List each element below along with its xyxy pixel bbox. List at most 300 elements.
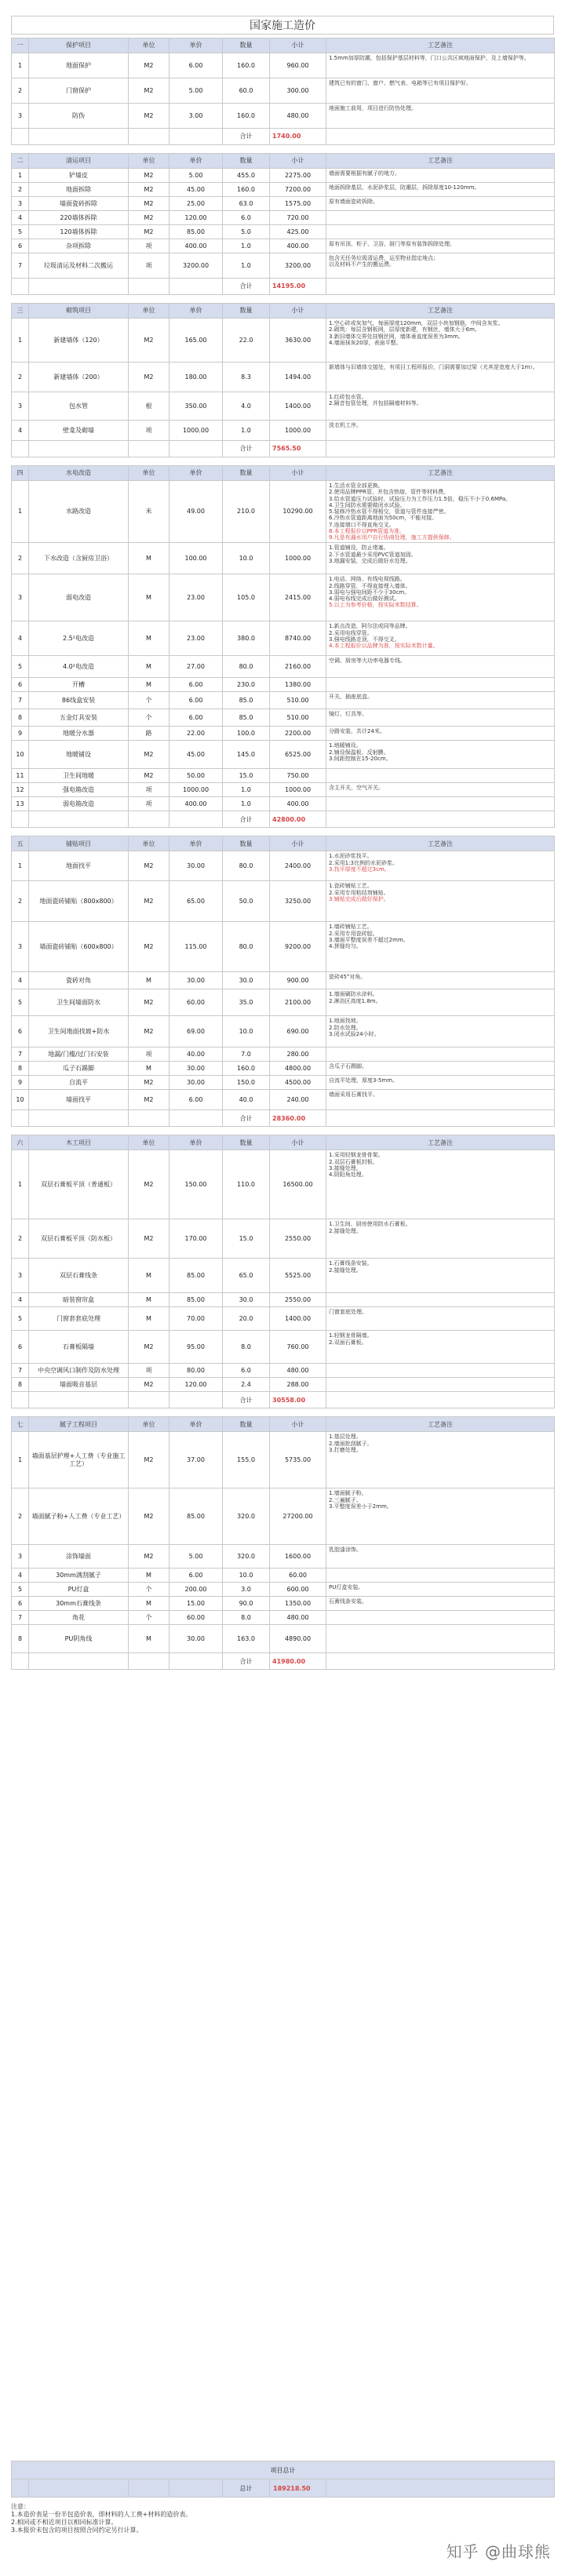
row-number: 3 — [12, 197, 29, 211]
empty-cell — [170, 129, 223, 145]
note-line: 3.新旧墙体交界处挂钢丝网，墙体垂直度误差为3mm。 — [329, 333, 464, 340]
item-price: 6.00 — [170, 692, 223, 709]
section-name: 腻子工程项目 — [29, 1417, 129, 1432]
item-notes — [326, 1219, 555, 1259]
row-number: 6 — [12, 678, 29, 692]
item-unit: M2 — [129, 1488, 170, 1545]
item-unit: M2 — [129, 922, 170, 972]
item-price: 37.00 — [170, 1432, 223, 1488]
row-number: 8 — [12, 1378, 29, 1392]
item-price: 150.00 — [170, 1150, 223, 1219]
note-line: 2.三遍腻子。 — [329, 1496, 362, 1503]
item-quantity: 15.0 — [223, 1219, 270, 1259]
item-notes — [326, 211, 555, 225]
note-line: 2.接缝处理。 — [329, 1266, 362, 1273]
row-number: 1 — [12, 1432, 29, 1488]
item-price: 6.00 — [170, 53, 223, 78]
row-number: 8 — [12, 709, 29, 727]
note-line: 1.地面找坡。 — [329, 1018, 362, 1025]
item-subtotal: 6525.00 — [270, 741, 326, 769]
item-notes — [326, 78, 555, 104]
item-name: 墙面基层护理+人工费（专业施工工艺） — [29, 1432, 129, 1488]
item-quantity: 30.0 — [223, 1293, 270, 1307]
row-number: 4 — [12, 1293, 29, 1307]
item-subtotal: 7200.00 — [270, 183, 326, 197]
item-subtotal: 1494.00 — [270, 363, 326, 392]
table-row — [12, 1150, 555, 1219]
item-notes — [326, 1062, 555, 1076]
row-number: 3 — [12, 574, 29, 621]
section-column-header: 单位 — [129, 1417, 170, 1432]
item-notes — [326, 741, 555, 769]
item-unit: 项 — [129, 253, 170, 279]
item-notes — [326, 1625, 555, 1653]
table-row — [12, 363, 555, 392]
empty-cell — [129, 279, 170, 295]
item-unit: M2 — [129, 53, 170, 78]
note-line: 6.冷热水管道距离地面为50cm，不能对接。 — [329, 515, 438, 522]
section-column-header: 小计 — [270, 304, 326, 319]
table-row — [12, 543, 555, 574]
section-index: 二 — [12, 154, 29, 169]
item-price: 27.00 — [170, 656, 223, 678]
section-header-row — [12, 1135, 555, 1150]
item-name: 2.5²电改造 — [29, 621, 129, 656]
item-name: 卫生间地暖 — [29, 769, 129, 783]
note-line: 3.给水管道压力试验时，试验压力为工作压力1.5倍，稳压不小于0.6MPa。 — [329, 495, 512, 502]
note-line: 3.墙面平整度误差不超过2mm。 — [329, 936, 409, 943]
item-price: 1000.00 — [170, 421, 223, 441]
item-quantity: 210.0 — [223, 481, 270, 543]
subtotal-row — [12, 441, 555, 457]
item-notes — [326, 656, 555, 678]
item-name: 地面找平 — [29, 851, 129, 881]
item-price: 23.00 — [170, 574, 223, 621]
item-subtotal: 1000.00 — [270, 421, 326, 441]
table-row — [12, 1076, 555, 1090]
subtotal-label: 合计 — [223, 129, 270, 145]
item-price: 85.00 — [170, 1293, 223, 1307]
row-number: 1 — [12, 319, 29, 363]
item-quantity: 85.0 — [223, 692, 270, 709]
item-quantity: 320.0 — [223, 1488, 270, 1545]
note-line: 5.以上为参考价格，按实际米数结算。 — [329, 602, 422, 609]
note-line: 2.接缝处理。 — [329, 1227, 362, 1234]
note-line: 5.装修冷热水管不得相交，管道与管件连接严密。 — [329, 508, 450, 515]
item-unit: 个 — [129, 709, 170, 727]
subtotal-label: 合计 — [223, 1653, 270, 1670]
item-quantity: 163.0 — [223, 1625, 270, 1653]
item-name: 双层石膏线条 — [29, 1259, 129, 1293]
note-line: 1.石膏线条安装。 — [329, 1260, 373, 1267]
subtotal-label: 合计 — [223, 441, 270, 457]
item-name: 220墙体拆除 — [29, 211, 129, 225]
item-price: 5.00 — [170, 1545, 223, 1569]
note-line: 1.生活水管全部更换。 — [329, 483, 384, 489]
note-line: 4.阴阳角处理。 — [329, 1171, 367, 1178]
item-price: 30.00 — [170, 1625, 223, 1653]
footnote-line: 注意： — [11, 2503, 30, 2510]
empty-cell — [326, 1392, 555, 1408]
row-number: 7 — [12, 1048, 29, 1062]
item-unit: M2 — [129, 183, 170, 197]
item-price: 50.00 — [170, 769, 223, 783]
item-quantity: 15.0 — [223, 769, 270, 783]
item-notes — [326, 1307, 555, 1331]
item-unit: M2 — [129, 769, 170, 783]
item-subtotal: 5525.00 — [270, 1259, 326, 1293]
table-row — [12, 1569, 555, 1583]
item-subtotal: 480.00 — [270, 1364, 326, 1378]
item-price: 120.00 — [170, 1378, 223, 1392]
item-name: 地面拆除 — [29, 183, 129, 197]
table-row — [12, 1259, 555, 1293]
item-name: 墙面腻子粉+人工费（专业工艺） — [29, 1488, 129, 1545]
item-notes — [326, 972, 555, 989]
item-price: 30.00 — [170, 1062, 223, 1076]
note-line: 2.铺设保温板、反射膜。 — [329, 749, 389, 756]
table-row — [12, 797, 555, 811]
item-name: 五金灯具安装 — [29, 709, 129, 727]
item-subtotal: 3250.00 — [270, 881, 326, 922]
table-row — [12, 574, 555, 621]
item-notes — [326, 1597, 555, 1611]
item-unit: M — [129, 1569, 170, 1583]
item-name: 涂饰墙面 — [29, 1545, 129, 1569]
item-notes — [326, 53, 555, 78]
subtotal-value: 7565.50 — [270, 441, 326, 457]
row-number: 10 — [12, 741, 29, 769]
item-subtotal: 760.00 — [270, 1331, 326, 1364]
item-name: 开槽 — [29, 678, 129, 692]
item-subtotal: 2415.00 — [270, 574, 326, 621]
subtotal-row — [12, 1392, 555, 1408]
item-price: 30.00 — [170, 972, 223, 989]
table-row — [12, 239, 555, 253]
row-number: 10 — [12, 1090, 29, 1110]
item-quantity: 20.0 — [223, 1307, 270, 1331]
item-notes — [326, 253, 555, 279]
table-row — [12, 1432, 555, 1488]
row-number: 12 — [12, 783, 29, 797]
subtotal-row — [12, 1110, 555, 1127]
row-number: 1 — [12, 851, 29, 881]
note-line: 1.5mm加厚防潮，包括保护基层材料等，门口公共区域地面保护，及上墙保护等。 — [329, 55, 530, 61]
item-notes — [326, 769, 555, 783]
item-price: 6.00 — [170, 1090, 223, 1110]
section-column-header: 数量 — [223, 38, 270, 53]
table-row — [12, 922, 555, 972]
item-subtotal: 300.00 — [270, 78, 326, 104]
item-name: 角花 — [29, 1611, 129, 1625]
item-subtotal: 1000.00 — [270, 783, 326, 797]
empty-cell — [326, 1110, 555, 1127]
empty-cell — [12, 811, 29, 828]
table-row — [12, 1597, 555, 1611]
item-price: 70.00 — [170, 1307, 223, 1331]
note-line: 9.凡是有漏水用户自行协商处理，施工方提供保修。 — [329, 534, 455, 541]
item-name: 下水改造（含厨房卫浴） — [29, 543, 129, 574]
note-line: 1.地暖铺设。 — [329, 742, 362, 749]
item-quantity: 4.0 — [223, 392, 270, 421]
row-number: 4 — [12, 621, 29, 656]
item-name: 墙面找平 — [29, 1090, 129, 1110]
empty-cell — [12, 1653, 29, 1670]
item-subtotal: 27200.00 — [270, 1488, 326, 1545]
row-number: 2 — [12, 78, 29, 104]
item-subtotal: 4800.00 — [270, 1062, 326, 1076]
note-line: 4.本工程报价以品牌为准，按实际米数计量。 — [329, 643, 439, 649]
item-subtotal: 2275.00 — [270, 169, 326, 183]
section-column-header: 数量 — [223, 1135, 270, 1150]
item-notes — [326, 851, 555, 881]
empty-cell — [12, 441, 29, 457]
item-quantity: 10.0 — [223, 1569, 270, 1583]
table-row — [12, 104, 555, 129]
table-row — [12, 211, 555, 225]
gap-cell — [12, 828, 555, 836]
item-subtotal: 4890.00 — [270, 1625, 326, 1653]
summary-label: 总计 — [223, 2479, 270, 2498]
section-column-header: 小计 — [270, 1417, 326, 1432]
item-notes — [326, 709, 555, 727]
item-unit: M2 — [129, 319, 170, 363]
item-unit: 个 — [129, 692, 170, 709]
item-name: 30mm满刮腻子 — [29, 1569, 129, 1583]
item-quantity: 22.0 — [223, 319, 270, 363]
subtotal-value: 1740.00 — [270, 129, 326, 145]
section-column-header: 小计 — [270, 836, 326, 851]
note-line: 4.墙面抹灰20厚，表面平整。 — [329, 339, 402, 346]
item-unit: 个 — [129, 1611, 170, 1625]
table-row — [12, 197, 555, 211]
note-line: 墙面需要根据有腻子的地方。 — [329, 170, 400, 177]
empty-cell — [29, 1110, 129, 1127]
item-notes — [326, 797, 555, 811]
item-price: 5.00 — [170, 78, 223, 104]
item-subtotal: 480.00 — [270, 1611, 326, 1625]
note-line: 乳胶漆涂饰。 — [329, 1547, 362, 1554]
empty-cell — [170, 1392, 223, 1408]
section-gap — [12, 295, 555, 304]
item-price: 45.00 — [170, 741, 223, 769]
empty-cell — [12, 1110, 29, 1127]
item-quantity: 145.0 — [223, 741, 270, 769]
item-quantity: 60.0 — [223, 78, 270, 104]
item-name: 铲墙皮 — [29, 169, 129, 183]
item-quantity: 1.0 — [223, 783, 270, 797]
item-name: 4.0²电改造 — [29, 656, 129, 678]
gap-cell — [12, 457, 555, 466]
item-notes — [326, 197, 555, 211]
table-row — [12, 1364, 555, 1378]
section-index: 三 — [12, 304, 29, 319]
note-line: 瓷砖45°对角。 — [329, 974, 366, 981]
empty-cell — [326, 279, 555, 295]
item-name: 壁龛及砌墙 — [29, 421, 129, 441]
section-column-header: 数量 — [223, 836, 270, 851]
item-notes — [326, 169, 555, 183]
item-quantity: 80.0 — [223, 656, 270, 678]
item-quantity: 8.3 — [223, 363, 270, 392]
item-quantity: 455.0 — [223, 169, 270, 183]
item-subtotal: 2400.00 — [270, 851, 326, 881]
subtotal-row — [12, 279, 555, 295]
row-number: 5 — [12, 1583, 29, 1597]
item-name: 双层石膏板平顶（普通板） — [29, 1150, 129, 1219]
item-quantity: 380.0 — [223, 621, 270, 656]
item-price: 200.00 — [170, 1583, 223, 1597]
item-quantity: 155.0 — [223, 1432, 270, 1488]
item-quantity: 105.0 — [223, 574, 270, 621]
section-header-row — [12, 38, 555, 53]
note-line: 2.使用品牌PPR管，并包含热熔，管件等材料费。 — [329, 489, 449, 496]
item-subtotal: 3630.00 — [270, 319, 326, 363]
item-subtotal: 960.00 — [270, 53, 326, 78]
row-number: 11 — [12, 769, 29, 783]
item-subtotal: 9200.00 — [270, 922, 326, 972]
row-number: 9 — [12, 727, 29, 741]
section-column-header: 单价 — [170, 38, 223, 53]
item-notes — [326, 989, 555, 1016]
note-line: 石膏线条安装。 — [329, 1598, 367, 1605]
item-unit: M — [129, 1597, 170, 1611]
item-quantity: 90.0 — [223, 1597, 270, 1611]
section-index: 五 — [12, 836, 29, 851]
item-unit: 项 — [129, 239, 170, 253]
empty-cell — [129, 811, 170, 828]
empty-cell — [29, 441, 129, 457]
row-number: 6 — [12, 1016, 29, 1048]
item-subtotal: 10290.00 — [270, 481, 326, 543]
note-line: 4.弱电布线完成后做好测试。 — [329, 596, 400, 602]
item-unit: M2 — [129, 169, 170, 183]
empty-cell — [29, 279, 129, 295]
row-number: 7 — [12, 1364, 29, 1378]
note-line: 1.水泥砂浆找平。 — [329, 853, 373, 860]
row-number: 5 — [12, 989, 29, 1016]
table-row — [12, 881, 555, 922]
section-gap — [12, 1127, 555, 1135]
row-number: 1 — [12, 169, 29, 183]
item-quantity: 100.0 — [223, 727, 270, 741]
note-line: 1.卫生间、厨房使用防水石膏板。 — [329, 1221, 411, 1228]
note-line: 3.地漏安装，完成后做好水处理。 — [329, 557, 411, 564]
item-notes — [326, 239, 555, 253]
item-quantity: 1.0 — [223, 253, 270, 279]
subtotal-label: 合计 — [223, 279, 270, 295]
item-notes — [326, 1364, 555, 1378]
item-notes — [326, 727, 555, 741]
note-line: 2.双面石膏板。 — [329, 1339, 367, 1346]
item-price: 40.00 — [170, 1048, 223, 1062]
item-notes — [326, 104, 555, 129]
item-name: 地暖分水器 — [29, 727, 129, 741]
item-name: 墙面吸音基层 — [29, 1378, 129, 1392]
item-name: 包水管 — [29, 392, 129, 421]
note-line: 8.本工程报价以PPR管道为准。 — [329, 527, 405, 534]
empty-cell — [170, 1110, 223, 1127]
item-unit: 项 — [129, 1364, 170, 1378]
table-row — [12, 769, 555, 783]
item-quantity: 63.0 — [223, 197, 270, 211]
section-index: 七 — [12, 1417, 29, 1432]
item-price: 400.00 — [170, 797, 223, 811]
item-price: 6.00 — [170, 678, 223, 692]
item-unit: 项 — [129, 1048, 170, 1062]
section-column-header: 单价 — [170, 304, 223, 319]
item-name: 地面瓷砖铺贴（800x800） — [29, 881, 129, 922]
section-column-header: 单价 — [170, 1135, 223, 1150]
section-column-header: 单位 — [129, 836, 170, 851]
item-name: 暗装窗帘盒 — [29, 1293, 129, 1307]
item-unit: M2 — [129, 225, 170, 239]
footnote-line: 1.本造价表是一份半包造价表，即材料的人工费+材料的造价表。 — [11, 2511, 192, 2518]
item-quantity: 3.0 — [223, 1583, 270, 1597]
item-quantity: 160.0 — [223, 53, 270, 78]
row-number: 7 — [12, 692, 29, 709]
subtotal-row — [12, 1653, 555, 1670]
section-column-header: 单价 — [170, 466, 223, 481]
item-subtotal: 690.00 — [270, 1016, 326, 1048]
table-row — [12, 1293, 555, 1307]
item-name: PU阴角线 — [29, 1625, 129, 1653]
section-column-header: 工艺备注 — [326, 466, 555, 481]
item-price: 3.00 — [170, 104, 223, 129]
item-notes — [326, 1488, 555, 1545]
note-line: 1.轻钢龙骨隔墙。 — [329, 1332, 373, 1339]
item-price: 60.00 — [170, 1611, 223, 1625]
table-row — [12, 709, 555, 727]
section-header-row — [12, 836, 555, 851]
empty-cell — [170, 441, 223, 457]
table-row — [12, 1625, 555, 1653]
row-number: 3 — [12, 104, 29, 129]
note-line: 2.线路穿管，不得直接埋入墙体。 — [329, 582, 411, 589]
section-name: 保护项目 — [29, 38, 129, 53]
note-line: 空调、厨房等大功率电器专线。 — [329, 658, 406, 665]
item-price: 15.00 — [170, 1597, 223, 1611]
item-quantity: 150.0 — [223, 1076, 270, 1090]
section-column-header: 工艺备注 — [326, 38, 555, 53]
note-line: 地面拆除基层，水泥砂浆层，防潮层，拆除厚度10-120mm。 — [329, 184, 480, 191]
row-number: 2 — [12, 183, 29, 197]
section-header-row — [12, 154, 555, 169]
item-unit: M2 — [129, 1150, 170, 1219]
section-column-header: 小计 — [270, 466, 326, 481]
row-number: 6 — [12, 239, 29, 253]
section-gap — [12, 457, 555, 466]
item-quantity: 10.0 — [223, 543, 270, 574]
note-line: 2.淋浴区高度1.8m。 — [329, 997, 381, 1004]
item-quantity: 1.0 — [223, 239, 270, 253]
table-row — [12, 1488, 555, 1545]
empty-cell — [12, 129, 29, 145]
item-name: 双层石膏板平顶（防水板） — [29, 1219, 129, 1259]
item-notes — [326, 421, 555, 441]
note-line: 3.找平厚度不超过3cm。 — [329, 865, 390, 873]
section-column-header: 数量 — [223, 154, 270, 169]
note-line: 墙面采用石膏找平。 — [329, 1091, 378, 1099]
row-number: 6 — [12, 1597, 29, 1611]
item-subtotal: 8740.00 — [270, 621, 326, 656]
item-quantity: 80.0 — [223, 922, 270, 972]
subtotal-value: 28360.00 — [270, 1110, 326, 1127]
note-line: 3.打磨处理。 — [329, 1446, 362, 1453]
item-price: 1000.00 — [170, 783, 223, 797]
row-number: 3 — [12, 1545, 29, 1569]
item-subtotal: 1600.00 — [270, 1545, 326, 1569]
